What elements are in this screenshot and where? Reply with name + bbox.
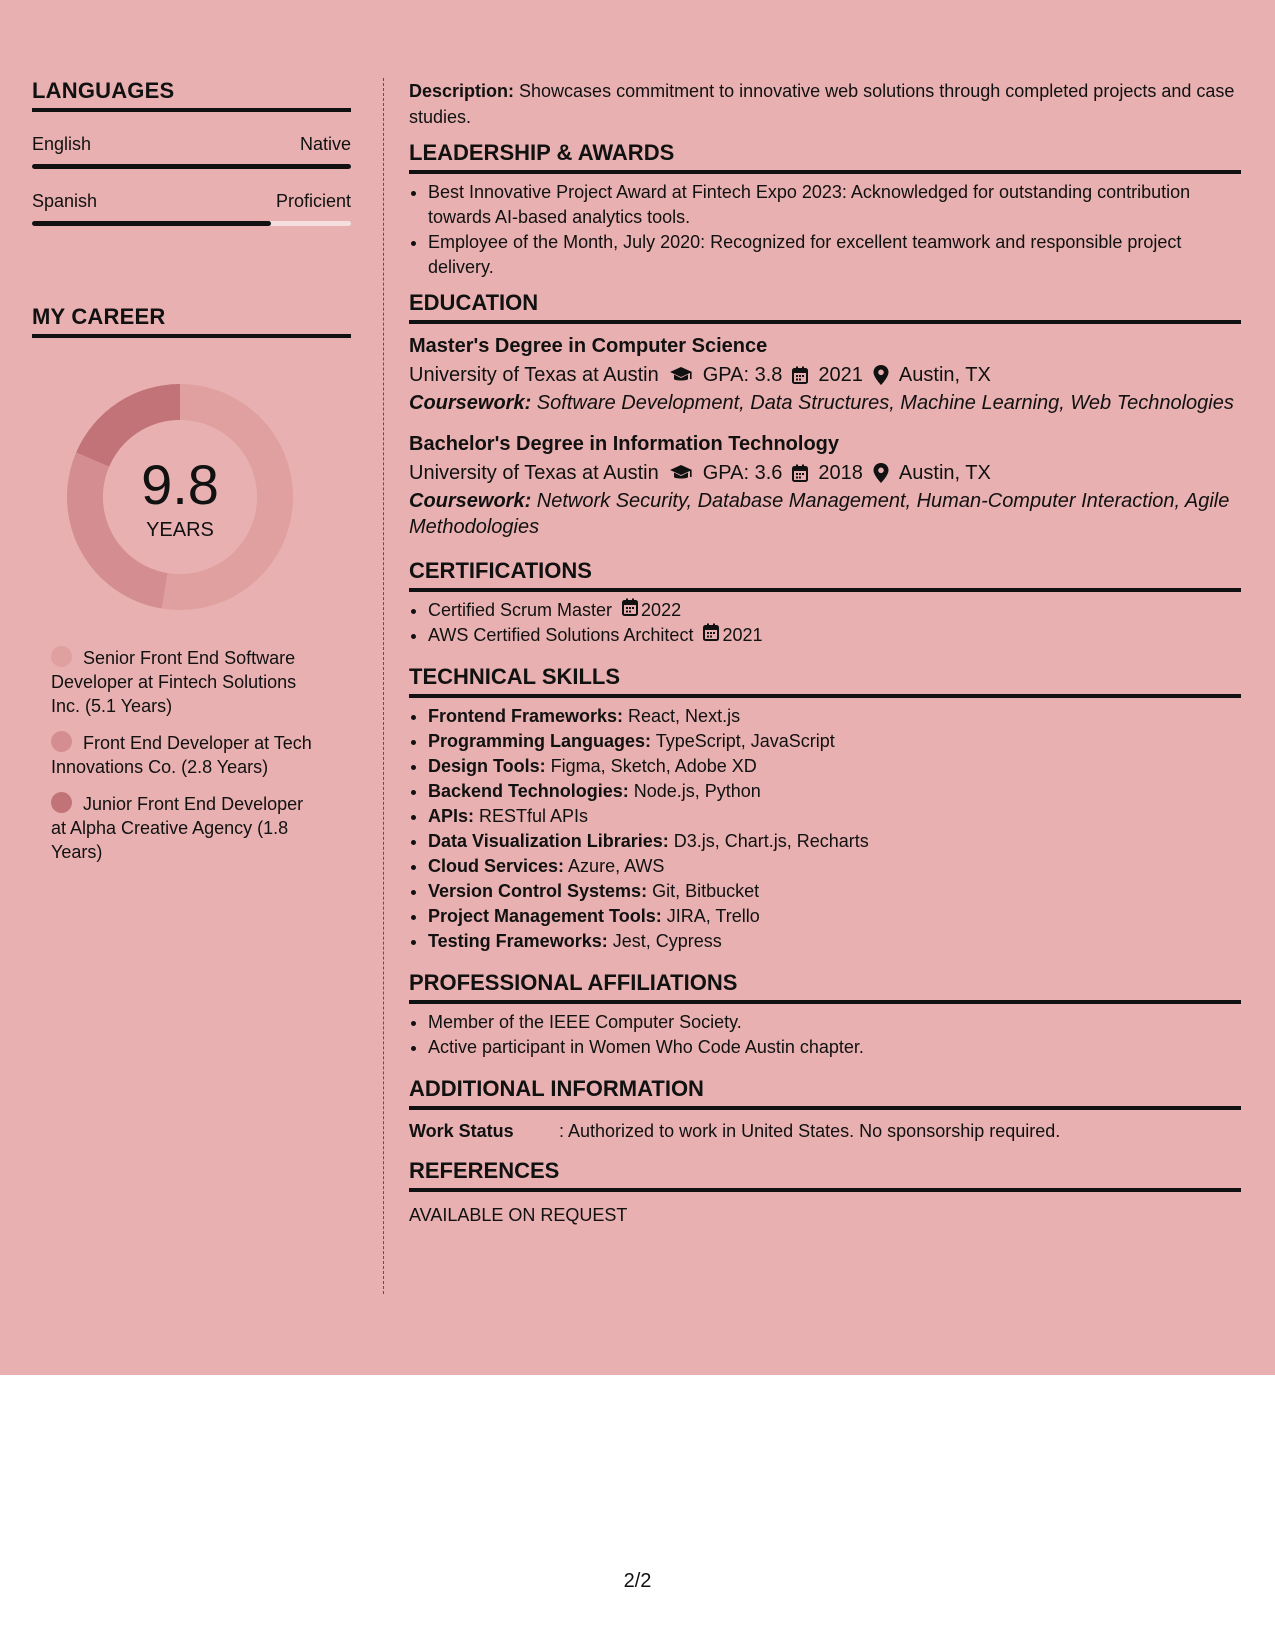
description-text: Showcases commitment to innovative web solutions through completed projects and case studies. [409, 81, 1235, 127]
skill-label: Frontend Frameworks: [428, 706, 624, 726]
skill-label: Data Visualization Libraries: [428, 831, 669, 851]
legend-item [51, 792, 321, 864]
language-bar-fill [32, 221, 271, 226]
skill-item [428, 754, 1241, 779]
career-total-unit: YEARS [146, 518, 214, 541]
skill-label: Programming Languages: [428, 731, 652, 751]
career-section [32, 304, 351, 864]
language-bar [32, 221, 351, 226]
graduation-cap-icon [669, 464, 693, 482]
coursework-text: Network Security, Database Management, Human-Computer Interaction, Agile Methodologies [409, 490, 1230, 538]
language-bar-fill [32, 164, 351, 169]
certification-name: AWS Certified Solutions Architect [428, 625, 694, 645]
skill-item [428, 704, 1241, 729]
skill-value: TypeScript, JavaScript [651, 731, 835, 751]
career-title: MY CAREER [32, 304, 351, 338]
skill-value: RESTful APIs [474, 806, 589, 826]
education-entry [409, 332, 1241, 416]
degree-title: Master's Degree in Computer Science [409, 335, 768, 357]
school-name: University of Texas at Austin [409, 462, 659, 484]
list-item: • Member of the IEEE Computer Society. [428, 1010, 1241, 1035]
calendar-icon [622, 598, 641, 623]
graduation-cap-icon [669, 366, 693, 384]
language-bar [32, 164, 351, 169]
list-item [428, 623, 1241, 648]
skill-item [428, 829, 1241, 854]
coursework-label: Coursework: [409, 490, 532, 512]
education-location: Austin, TX [898, 462, 991, 484]
career-donut-chart [65, 382, 295, 612]
skill-label: Version Control Systems: [428, 881, 648, 901]
education-section [409, 290, 1241, 540]
gpa: GPA: 3.6 [702, 462, 783, 484]
affiliations-list [409, 1010, 1241, 1060]
certification-year: 2022 [641, 600, 682, 620]
skill-label: APIs: [428, 806, 475, 826]
school-name: University of Texas at Austin [409, 364, 659, 386]
certifications-section [409, 558, 1241, 648]
graduation-year: 2021 [818, 364, 863, 386]
language-name: English [32, 134, 92, 154]
career-legend [51, 646, 321, 864]
calendar-icon [792, 464, 808, 482]
skill-value: React, Next.js [623, 706, 741, 726]
affiliations-title: PROFESSIONAL AFFILIATIONS [409, 970, 1241, 1004]
skill-item [428, 929, 1241, 954]
language-level: Native [299, 134, 351, 154]
work-status-row [409, 1118, 1241, 1144]
leadership-list [409, 180, 1241, 280]
map-pin-icon [873, 365, 889, 385]
legend-swatch [51, 792, 72, 813]
skill-label: Project Management Tools: [428, 906, 662, 926]
skill-value: Jest, Cypress [607, 931, 722, 951]
career-total-years: 9.8 [141, 452, 219, 516]
skill-value: D3.js, Chart.js, Recharts [668, 831, 869, 851]
additional-info-section [409, 1076, 1241, 1144]
skill-item [428, 779, 1241, 804]
references-text: AVAILABLE ON REQUEST [409, 1205, 628, 1225]
skill-item [428, 804, 1241, 829]
list-item: • Employee of the Month, July 2020: Recognized for excellent teamwork and responsible project delivery. [428, 230, 1241, 280]
work-status-label: Work Status [409, 1121, 514, 1141]
certifications-list [409, 598, 1241, 648]
legend-swatch [51, 646, 72, 667]
legend-item [51, 646, 321, 718]
references-section [409, 1158, 1241, 1228]
affiliations-section [409, 970, 1241, 1060]
list-item: • Active participant in Women Who Code Austin chapter. [428, 1035, 1241, 1060]
leadership-section [409, 140, 1241, 280]
skill-value: Node.js, Python [628, 781, 761, 801]
gpa: GPA: 3.8 [702, 364, 783, 386]
language-item [32, 134, 351, 169]
certification-year: 2021 [722, 625, 763, 645]
coursework [409, 390, 1241, 416]
calendar-icon [703, 623, 722, 648]
skill-value: Git, Bitbucket [647, 881, 760, 901]
education-meta [409, 360, 1241, 390]
language-name: Spanish [32, 191, 98, 211]
language-level: Proficient [275, 191, 351, 211]
certifications-title: CERTIFICATIONS [409, 558, 1241, 592]
legend-label: Front End Developer at Tech Innovations Co. (2.8 Years) [51, 733, 312, 777]
references-title: REFERENCES [409, 1158, 1241, 1192]
skills-title: TECHNICAL SKILLS [409, 664, 1241, 698]
education-title: EDUCATION [409, 290, 1241, 324]
list-item [428, 598, 1241, 623]
degree-title: Bachelor's Degree in Information Technology [409, 433, 840, 455]
skill-value: Figma, Sketch, Adobe XD [545, 756, 757, 776]
skill-label: Cloud Services: [428, 856, 565, 876]
legend-swatch [51, 731, 72, 752]
certification-name: Certified Scrum Master [428, 600, 613, 620]
leadership-title: LEADERSHIP & AWARDS [409, 140, 1241, 174]
coursework [409, 488, 1241, 540]
skill-label: Testing Frameworks: [428, 931, 608, 951]
skill-item [428, 729, 1241, 754]
coursework-label: Coursework: [409, 392, 532, 414]
work-status-value: : Authorized to work in United States. No sponsorship required. [559, 1121, 1061, 1141]
skill-item [428, 904, 1241, 929]
project-description [409, 78, 1241, 130]
coursework-text: Software Development, Data Structures, Machine Learning, Web Technologies [531, 392, 1234, 414]
additional-info-title: ADDITIONAL INFORMATION [409, 1076, 1241, 1110]
page-number: 2/2 [623, 1570, 652, 1592]
list-item: • Best Innovative Project Award at Fintech Expo 2023: Acknowledged for outstanding contribution towards AI-based analytics tools. [428, 180, 1241, 230]
left-column [32, 78, 351, 877]
description-label: Description: [409, 81, 515, 101]
skill-item [428, 854, 1241, 879]
language-item [32, 191, 351, 226]
education-meta [409, 458, 1241, 488]
skill-value: Azure, AWS [564, 856, 665, 876]
languages-title: LANGUAGES [32, 78, 351, 112]
graduation-year: 2018 [818, 462, 863, 484]
skill-label: Backend Technologies: [428, 781, 629, 801]
calendar-icon [792, 366, 808, 384]
column-divider [383, 78, 384, 1294]
skills-section [409, 664, 1241, 954]
education-location: Austin, TX [898, 364, 991, 386]
right-column [409, 78, 1241, 1228]
skill-item [428, 879, 1241, 904]
skill-value: JIRA, Trello [661, 906, 760, 926]
map-pin-icon [873, 463, 889, 483]
legend-label: Senior Front End Software Developer at Fintech Solutions Inc. (5.1 Years) [51, 648, 297, 716]
education-entry [409, 430, 1241, 540]
skill-label: Design Tools: [428, 756, 546, 776]
skills-list [409, 704, 1241, 954]
legend-item [51, 731, 321, 779]
legend-label: Junior Front End Developer at Alpha Creative Agency (1.8 Years) [51, 794, 304, 862]
